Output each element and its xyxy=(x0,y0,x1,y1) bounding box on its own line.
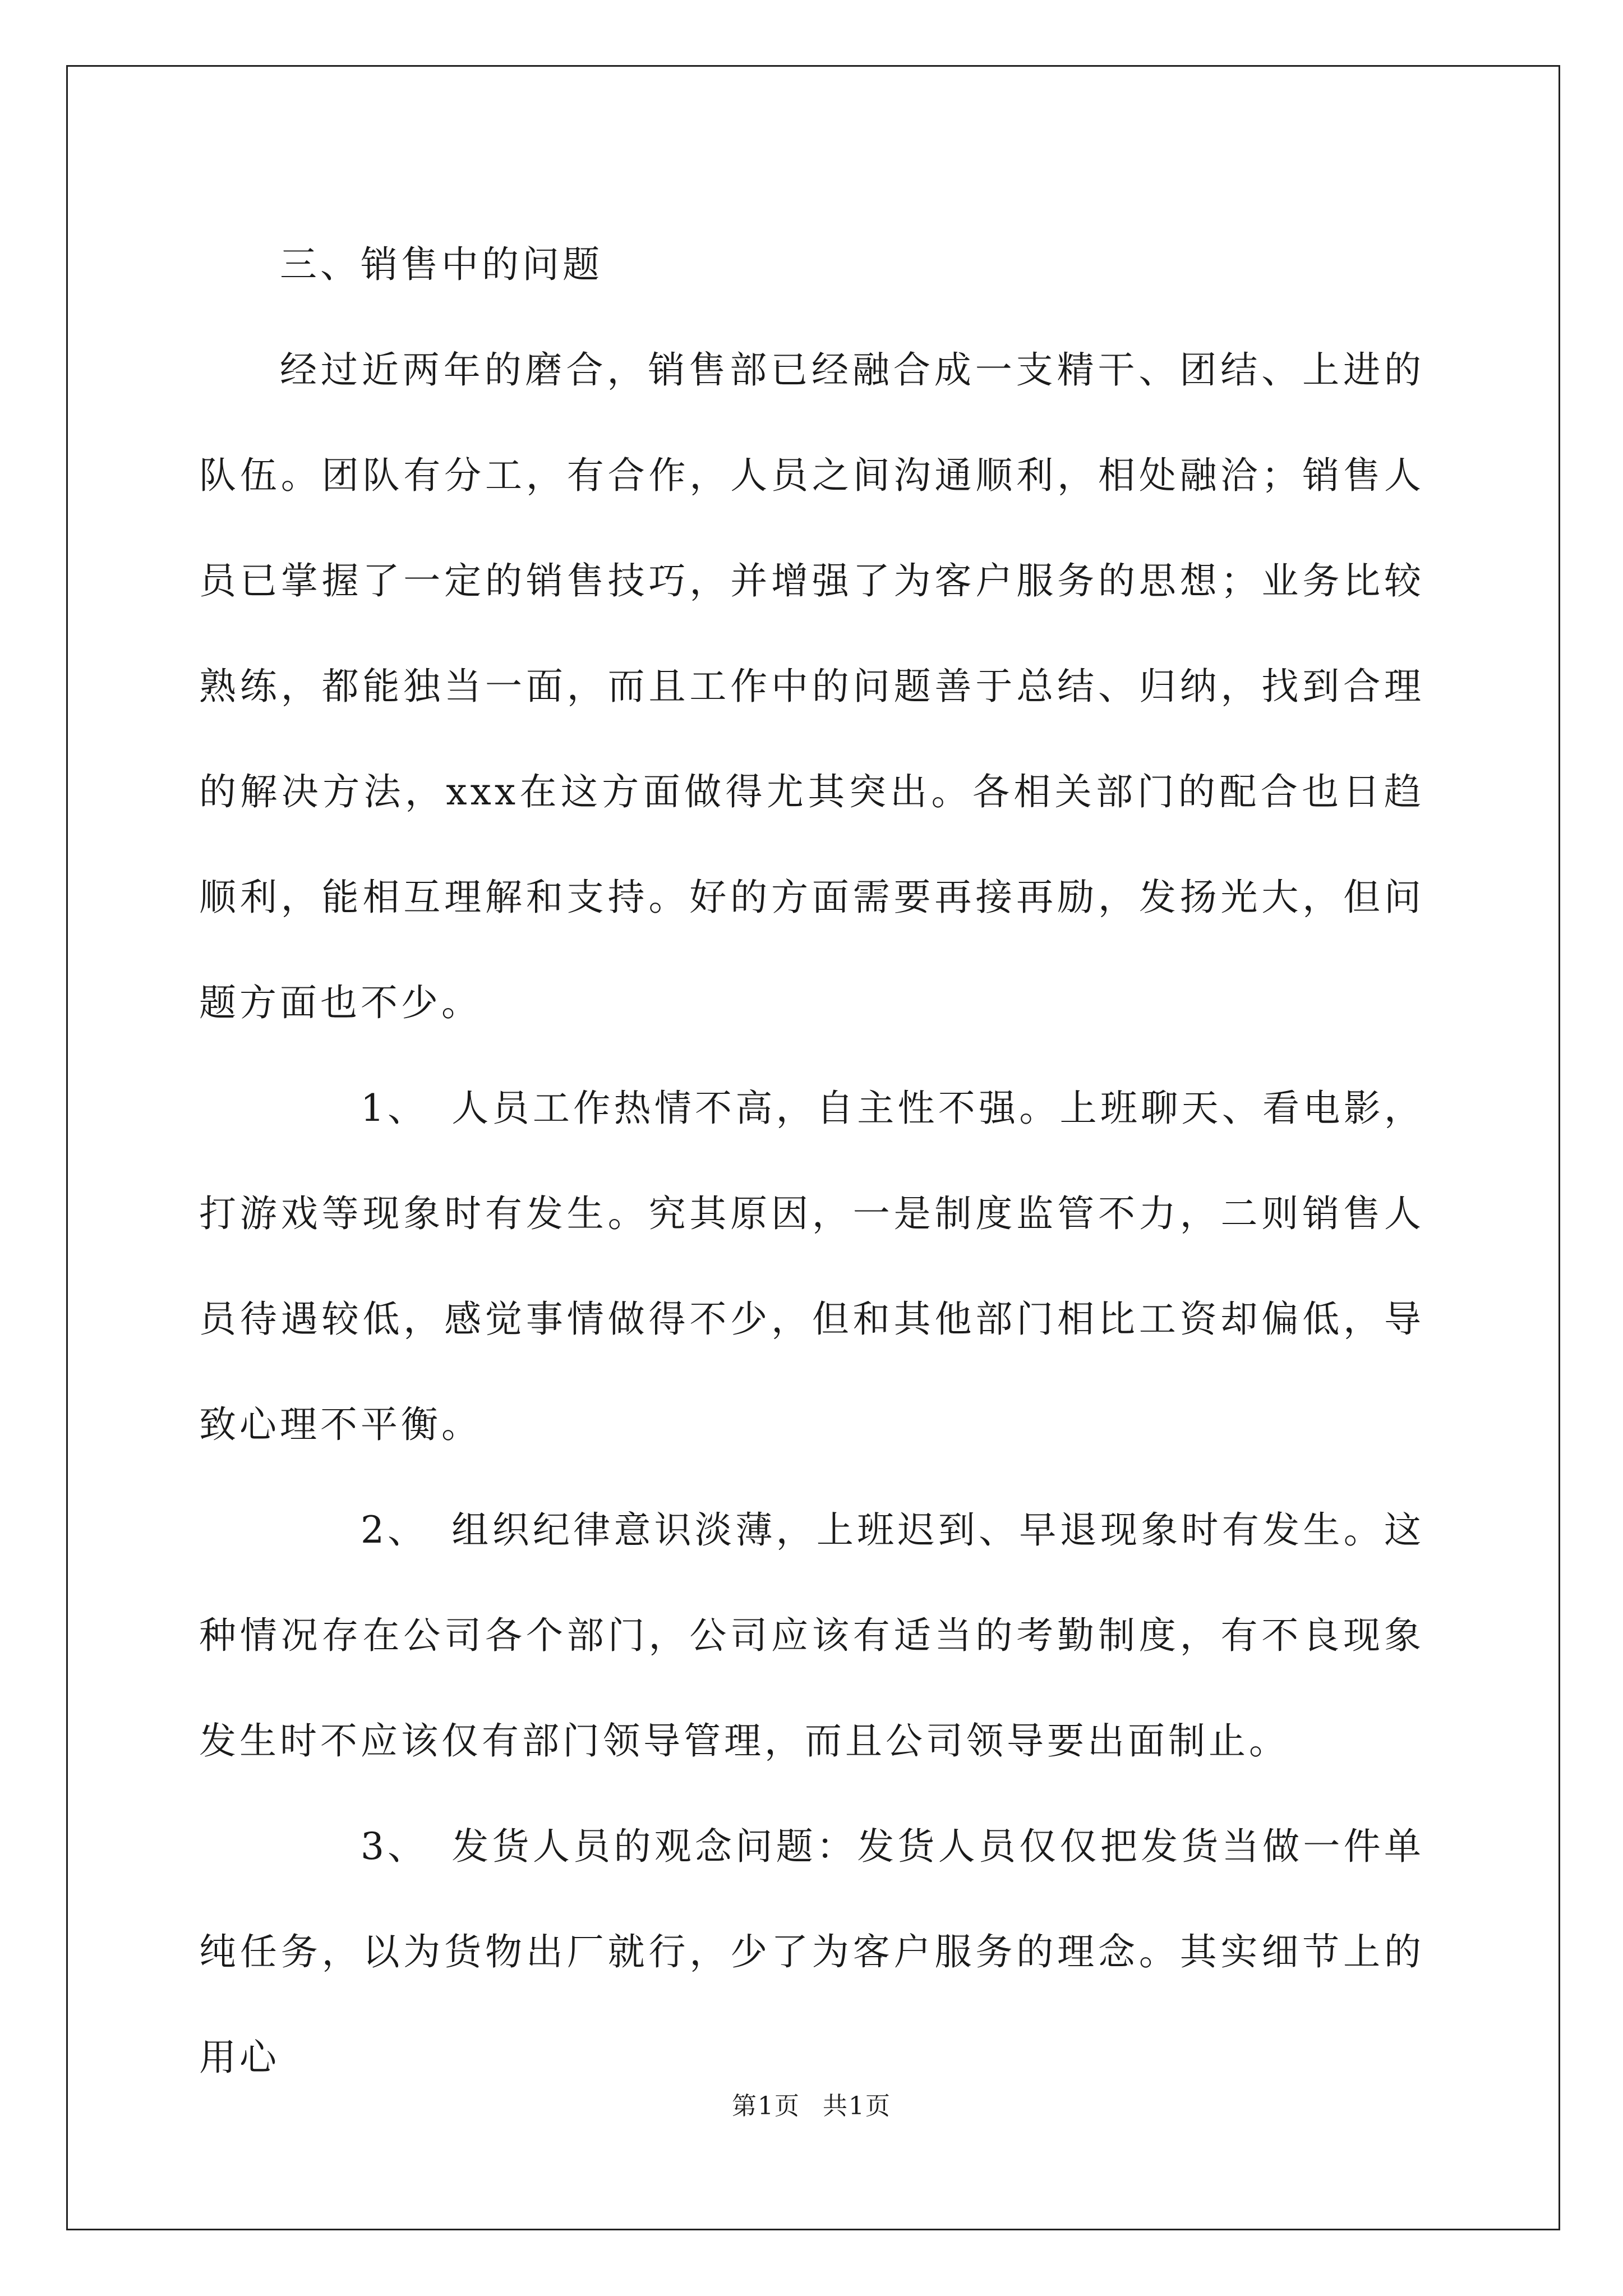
item-text: 发货人员的观念问题：发货人员仅仅把发货当做一件单纯任务，以为货物出厂就行，少了为客户服务的理念。其实细节上的用心 xyxy=(199,1825,1424,2079)
page-total: 共1页 xyxy=(823,2092,891,2120)
item-number: 1、 xyxy=(361,1087,428,1130)
page-footer xyxy=(0,2090,1623,2123)
item-number: 2、 xyxy=(361,1508,428,1552)
page-number: 第1页 xyxy=(732,2092,800,2120)
item-text: 组织纪律意识淡薄，上班迟到、早退现象时有发生。这种情况存在公司各个部门，公司应该有适当的考勤制度，有不良现象发生时不应该仅有部门领导管理，而且公司领导要出面制止。 xyxy=(199,1508,1424,1763)
list-item xyxy=(199,1794,1424,2110)
item-text: 人员工作热情不高，自主性不强。上班聊天、看电影，打游戏等现象时有发生。究其原因，一是制度监管不力，二则销售人员待遇较低，感觉事情做得不少，但和其他部门相比工资却偏低，导致心理不平衡。 xyxy=(199,1087,1424,1446)
item-number: 3、 xyxy=(361,1825,428,1868)
list-item xyxy=(199,1056,1424,1478)
intro-paragraph: 经过近两年的磨合，销售部已经融合成一支精干、团结、上进的队伍。团队有分工，有合作，人员之间沟通顺利，相处融洽；销售人员已掌握了一定的销售技巧，并增强了为客户服务的思想；业务比较熟练，都能独当一面，而且工作中的问题善于总结、归纳，找到合理的解决方法，xxx在这方面做得尤其突出。各相关部门的配合也日趋顺利，能相互理解和支持。好的方面需要再接再励，发扬光大，但问题方面也不少。 xyxy=(199,348,1424,1024)
document-body xyxy=(199,212,1424,2110)
list-item xyxy=(199,1478,1424,1794)
section-heading: 三、销售中的问题 xyxy=(280,243,603,286)
